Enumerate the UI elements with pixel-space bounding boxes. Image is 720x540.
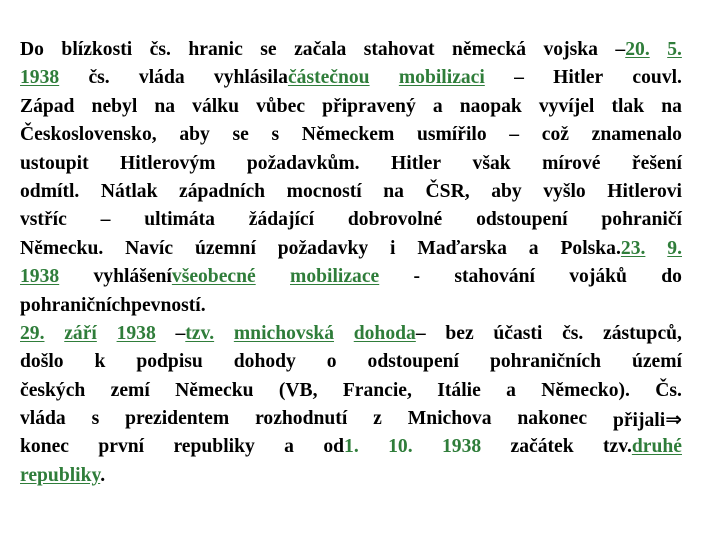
text-fragment: – [509, 124, 520, 146]
text-line [20, 121, 682, 149]
text-fragment: Mnichova [407, 408, 492, 430]
text-fragment: odstoupení [367, 351, 459, 373]
word [120, 150, 215, 178]
word [271, 121, 279, 149]
text-fragment: německá [452, 39, 527, 60]
word [506, 377, 516, 405]
text-fragment: stahovat [363, 39, 435, 60]
text-fragment: rozhodnutí [255, 408, 348, 430]
word [20, 36, 44, 64]
text-line [20, 292, 682, 320]
highlighted-date: 1938 [441, 436, 482, 458]
text-fragment: Hitler [391, 152, 442, 174]
text-fragment: vstříc [20, 209, 67, 231]
word [408, 405, 492, 433]
word [20, 178, 79, 206]
word [667, 36, 682, 64]
word [287, 178, 362, 206]
word [517, 405, 587, 433]
text-fragment: (VB, [278, 379, 318, 401]
text-fragment: Polska. [560, 237, 621, 259]
word [93, 263, 255, 291]
word [322, 93, 416, 121]
text-fragment: požadavky [277, 237, 369, 259]
text-fragment: pohraničních [489, 351, 601, 373]
word [603, 433, 682, 461]
text-fragment: na [154, 95, 176, 117]
highlighted-date: 10. [388, 436, 413, 458]
text-line [20, 462, 682, 490]
highlighted-date: 1. [344, 436, 359, 458]
text-fragment: vláda [138, 67, 185, 89]
word [20, 348, 64, 376]
word [294, 36, 346, 64]
word [452, 36, 526, 64]
text-fragment: území [631, 351, 682, 373]
highlighted-term: 1938 [116, 322, 156, 344]
word [343, 377, 412, 405]
text-fragment: – [615, 39, 626, 60]
text-fragment: – [415, 322, 426, 344]
word [20, 64, 59, 92]
word [542, 121, 569, 149]
text-fragment: válku [192, 95, 239, 117]
word [232, 121, 248, 149]
word [179, 178, 265, 206]
highlighted-term: dohoda [353, 322, 416, 344]
word [95, 348, 106, 376]
word [125, 235, 173, 263]
text-fragment: vyšlo [543, 180, 586, 202]
word [543, 178, 585, 206]
highlighted-term: 29. [20, 322, 45, 344]
text-fragment: na [661, 95, 682, 117]
word [20, 235, 103, 263]
word [667, 235, 682, 263]
word [613, 405, 682, 433]
text-fragment: naopak [459, 95, 522, 117]
text-fragment: došlo [20, 351, 64, 373]
text-fragment: přijali [612, 410, 666, 432]
text-fragment: tzv. [603, 436, 632, 458]
text-fragment: ČSR, [425, 180, 470, 202]
word [553, 64, 603, 92]
text-fragment: vojska [543, 39, 598, 60]
text-fragment: pohraničí [601, 209, 682, 231]
word [188, 36, 242, 64]
text-fragment: vojáků [569, 266, 627, 288]
text-fragment: dobrovolné [347, 209, 443, 231]
text-fragment: a [432, 95, 443, 117]
word [399, 64, 485, 92]
text-fragment: tlak [611, 95, 645, 117]
highlighted-term: částečnou [287, 67, 370, 89]
word [139, 64, 185, 92]
text-fragment: stahování [454, 266, 535, 288]
text-fragment: vyvíjel [538, 95, 595, 117]
word [20, 206, 67, 234]
word [442, 433, 481, 461]
word [364, 36, 435, 64]
text-fragment: však [472, 152, 511, 174]
text-line [20, 178, 682, 206]
text-fragment: republiky [173, 436, 255, 458]
text-fragment: řešení [631, 152, 682, 174]
word [391, 150, 441, 178]
text-fragment: vláda [20, 408, 66, 430]
text-fragment: prezidentem [125, 408, 230, 430]
text-fragment: pohraničních [20, 294, 132, 316]
word [101, 178, 158, 206]
word [354, 320, 426, 348]
text-fragment: a [528, 237, 539, 259]
word [279, 377, 318, 405]
text-line [20, 348, 682, 376]
text-line [20, 150, 682, 178]
word [192, 93, 239, 121]
word [234, 320, 334, 348]
text-fragment: k [94, 351, 106, 373]
word [214, 64, 370, 92]
text-fragment: na [383, 180, 404, 202]
word [144, 206, 215, 234]
word [509, 121, 519, 149]
highlighted-term: 20. [625, 39, 650, 60]
word [284, 433, 294, 461]
text-line [20, 206, 682, 234]
text-fragment: blízkosti [61, 39, 133, 60]
word [493, 320, 542, 348]
text-fragment: čs. [88, 67, 110, 89]
text-fragment: českých [20, 379, 86, 401]
text-fragment: odmítl. [20, 180, 80, 202]
word [20, 462, 105, 490]
text-fragment: první [98, 436, 145, 458]
word [632, 150, 682, 178]
text-fragment: což [541, 124, 569, 146]
word [255, 405, 347, 433]
word [611, 93, 644, 121]
word [175, 320, 214, 348]
text-fragment: a [506, 379, 516, 401]
highlighted-term: 9. [667, 237, 682, 259]
text-fragment: z [373, 408, 382, 430]
text-fragment: bez [445, 322, 474, 344]
word [117, 320, 156, 348]
word [302, 121, 394, 149]
word [541, 377, 630, 405]
text-fragment: Československo, [20, 124, 157, 146]
word [195, 235, 256, 263]
text-fragment: vyhlásila [213, 67, 288, 89]
text-line [20, 93, 682, 121]
word [433, 93, 443, 121]
text-line [20, 405, 682, 433]
text-fragment: Francie, [342, 379, 412, 401]
word [437, 377, 481, 405]
text-line [20, 320, 682, 348]
text-fragment: o [326, 351, 337, 373]
word [661, 93, 682, 121]
text-fragment: vyhlášení [93, 266, 172, 288]
text-fragment: začala [294, 39, 347, 60]
text-line [20, 377, 682, 405]
text-fragment: západních [179, 180, 266, 202]
word [20, 320, 45, 348]
text-line [20, 64, 682, 92]
text-fragment: Do [20, 39, 44, 60]
word [179, 121, 210, 149]
word [20, 263, 59, 291]
text-fragment: odstoupení [476, 209, 568, 231]
text-fragment: čs. [149, 39, 171, 60]
text-fragment: Itálie [437, 379, 481, 401]
word [323, 433, 358, 461]
word [607, 178, 682, 206]
word [539, 93, 595, 121]
text-fragment: - [413, 266, 421, 288]
word [64, 320, 97, 348]
word [111, 377, 150, 405]
word [529, 235, 539, 263]
word [20, 150, 89, 178]
word [460, 93, 522, 121]
text-fragment: Hitler [553, 67, 604, 89]
text-fragment: čs. [562, 322, 584, 344]
text-fragment: konec [20, 436, 69, 458]
word [388, 433, 413, 461]
word [542, 150, 600, 178]
word [125, 405, 229, 433]
word [290, 263, 379, 291]
word [20, 377, 85, 405]
word [101, 206, 111, 234]
text-line [20, 263, 682, 291]
text-fragment: územní [194, 237, 256, 259]
text-fragment: do [661, 266, 682, 288]
word [592, 121, 682, 149]
text-fragment: vůbec [256, 95, 306, 117]
word [20, 121, 157, 149]
text-fragment: – [175, 322, 186, 344]
implies-arrow-icon: ⇒ [665, 407, 682, 432]
word [20, 93, 74, 121]
word [426, 178, 470, 206]
word [136, 348, 202, 376]
text-fragment: znamenalo [591, 124, 682, 146]
word [327, 348, 337, 376]
text-fragment: usmířilo [416, 124, 487, 146]
word [615, 36, 649, 64]
text-fragment: mocností [286, 180, 362, 202]
text-fragment: Německu. [20, 237, 104, 259]
word [173, 433, 254, 461]
text-fragment: nebyl [91, 95, 138, 117]
highlighted-term: mobilizace [290, 266, 380, 288]
word [88, 64, 109, 92]
word [131, 292, 206, 320]
text-fragment: Německem [301, 124, 395, 146]
text-fragment: zástupců, [603, 322, 682, 344]
word [445, 320, 473, 348]
text-fragment: Navíc [125, 237, 174, 259]
highlighted-term: tzv. [185, 322, 215, 344]
text-fragment: od [323, 436, 345, 458]
word [473, 150, 511, 178]
text-fragment: Německo). [541, 379, 630, 401]
highlighted-term: republiky [20, 464, 101, 486]
text-fragment: začátek [510, 436, 574, 458]
highlighted-term: 5. [667, 39, 682, 60]
highlighted-term: mobilizaci [398, 67, 485, 89]
word [632, 64, 682, 92]
text-fragment: Hitlerovi [607, 180, 682, 202]
text-fragment: – [514, 67, 524, 89]
word [601, 206, 682, 234]
text-fragment: zemí [110, 379, 150, 401]
highlighted-term: 1938 [20, 67, 60, 89]
word [278, 235, 368, 263]
word [603, 320, 682, 348]
text-fragment: couvl. [632, 67, 682, 89]
word [560, 235, 645, 263]
word [569, 263, 627, 291]
text-fragment: požadavkům. [246, 152, 360, 174]
highlighted-term: září [64, 322, 97, 344]
word [20, 292, 131, 320]
word [491, 178, 522, 206]
text-fragment: hranic [188, 39, 243, 60]
word [368, 348, 459, 376]
text-fragment: i [390, 237, 396, 259]
text-line [20, 36, 682, 64]
highlighted-term: 23. [620, 237, 646, 259]
word [61, 36, 132, 64]
text-fragment: aby [491, 180, 522, 202]
text-fragment: Nátlak [100, 180, 158, 202]
body-text [20, 36, 682, 490]
word [390, 235, 395, 263]
text-fragment: žádající [248, 209, 315, 231]
text-fragment: se [260, 39, 277, 60]
text-fragment: mírové [542, 152, 601, 174]
text-fragment: připravený [322, 95, 416, 117]
highlighted-term: druhé [631, 436, 682, 458]
word [175, 377, 253, 405]
word [92, 405, 100, 433]
word [514, 64, 524, 92]
text-fragment: a [284, 436, 294, 458]
text-fragment: s [271, 124, 280, 146]
text-fragment: Hitlerovým [120, 152, 216, 174]
highlighted-term: mnichovská [233, 322, 335, 344]
word [511, 433, 574, 461]
highlighted-term: všeobecné [171, 266, 256, 288]
text-fragment: pevností. [131, 294, 206, 316]
text-fragment: Německu [175, 379, 254, 401]
word [348, 206, 442, 234]
highlighted-term: 1938 [20, 266, 60, 288]
text-fragment: aby [179, 124, 210, 146]
word [417, 235, 506, 263]
text-fragment: ultimáta [144, 209, 215, 231]
text-fragment: účasti [493, 322, 543, 344]
word [562, 320, 583, 348]
word [256, 93, 305, 121]
text-fragment: Čs. [655, 379, 682, 401]
word [20, 433, 69, 461]
text-fragment: dohody [233, 351, 296, 373]
text-line [20, 433, 682, 461]
text-fragment: s [91, 408, 100, 430]
word [92, 93, 138, 121]
word [544, 36, 598, 64]
text-fragment: se [232, 124, 249, 146]
word [632, 348, 682, 376]
text-fragment: – [100, 209, 111, 231]
word [20, 405, 66, 433]
word [490, 348, 601, 376]
text-fragment: Západ [20, 95, 75, 117]
word [661, 263, 682, 291]
word [383, 178, 404, 206]
text-fragment: ustoupit [20, 152, 89, 174]
word [417, 121, 487, 149]
text-line [20, 235, 682, 263]
word [249, 206, 314, 234]
word [414, 263, 421, 291]
word [655, 377, 682, 405]
word [476, 206, 567, 234]
word [234, 348, 296, 376]
word [454, 263, 535, 291]
text-fragment: podpisu [136, 351, 203, 373]
word [154, 93, 175, 121]
text-fragment: . [100, 464, 106, 486]
text-fragment: Maďarska [417, 237, 507, 259]
word [373, 405, 382, 433]
word [150, 36, 171, 64]
word [260, 36, 276, 64]
word [98, 433, 144, 461]
word [247, 150, 360, 178]
text-fragment: nakonec [517, 408, 588, 430]
